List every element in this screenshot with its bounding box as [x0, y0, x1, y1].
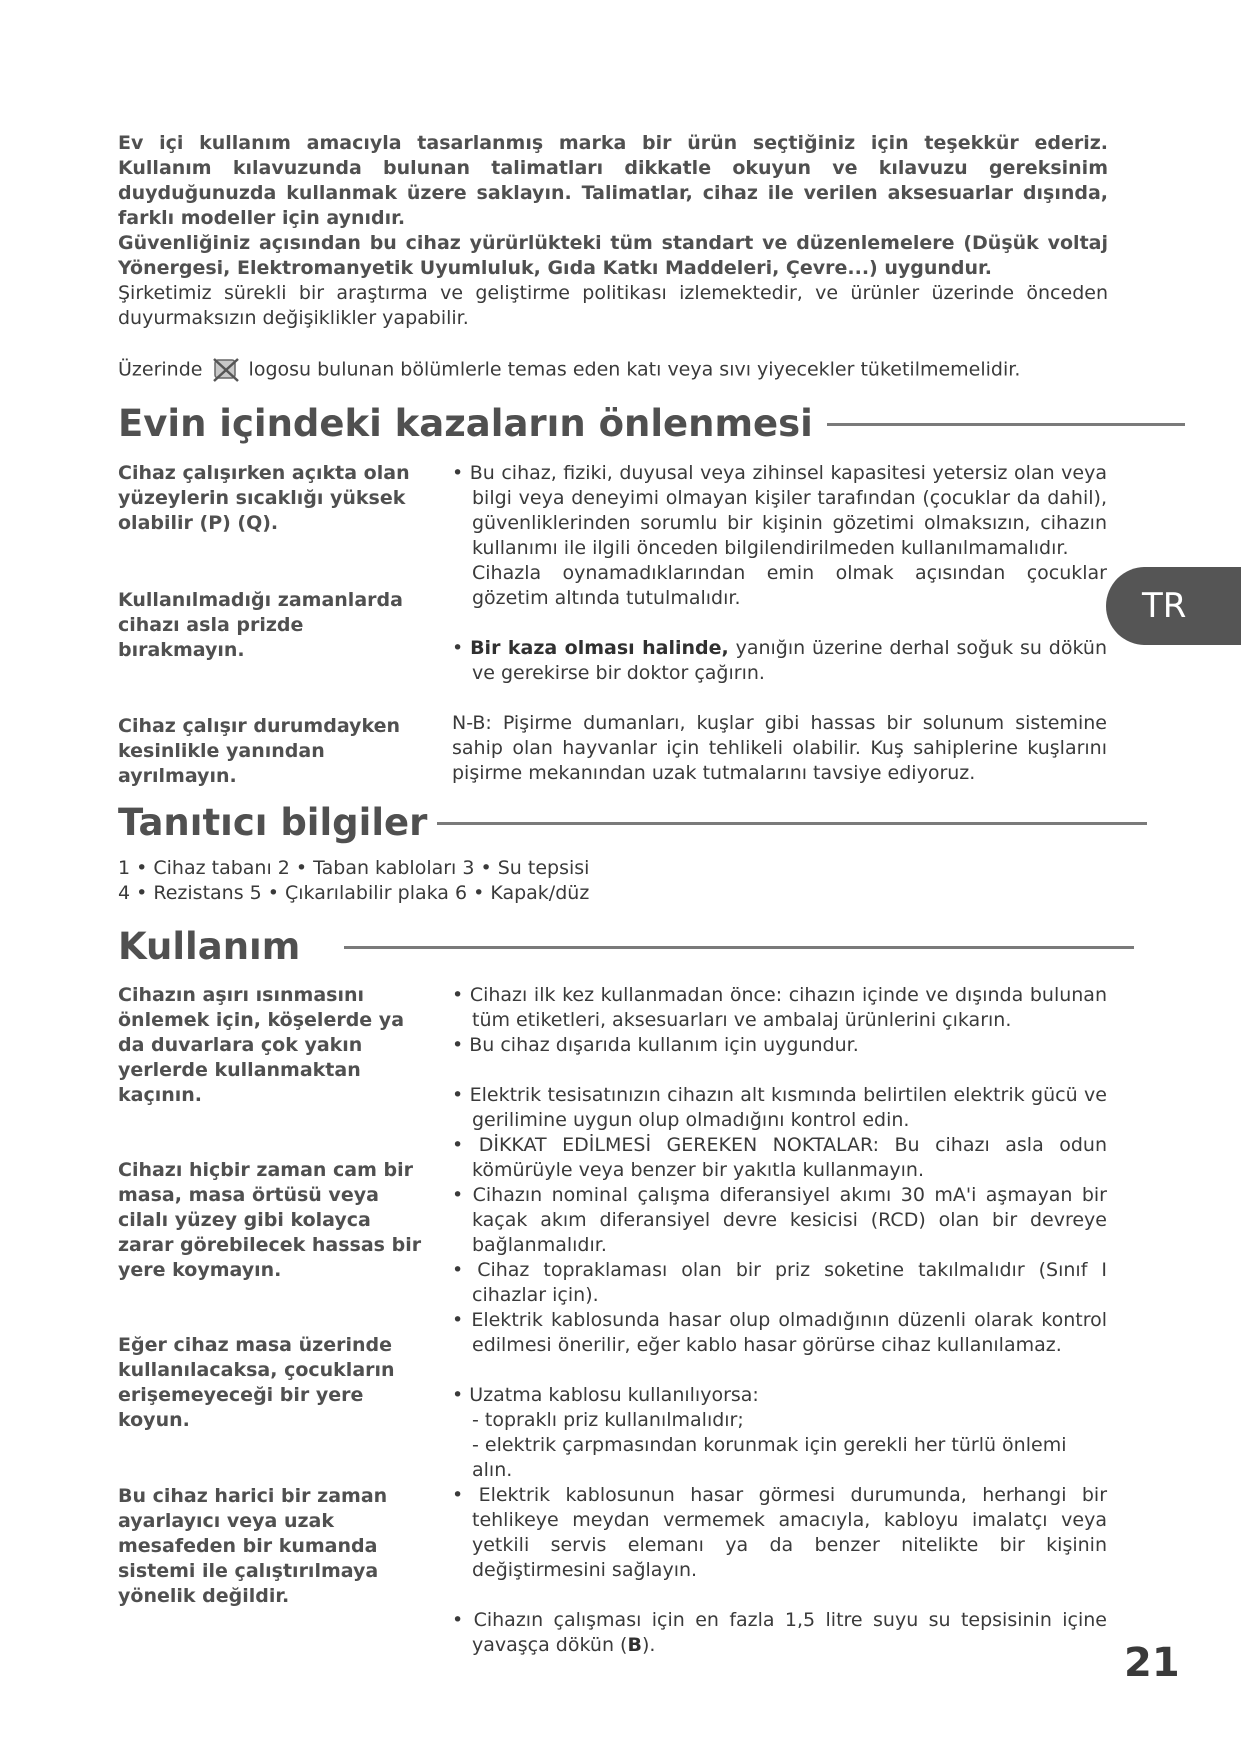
- intro-paragraph: Ev içi kullanım amacıyla tasarlanmış marka bir ürün seçtiğiniz için teşekkür ederiz. Kullanım kılavuzunda bulunan talimatları dikkatle okuyun ve kılavuzu gereksinim duyduğunuzda kullanmak üzere saklayın. Talimatlar, cihaz ile verilen aksesuarlar dışında, farklı modeller için aynıdır.: [118, 132, 1108, 229]
- warning-note: Kullanılmadığı zamanlarda cihazı asla prizde bırakmayın.: [118, 589, 403, 661]
- bullet-text: • Cihazın çalışması için en fazla 1,5 litre suyu su tepsisinin içine yavaşça dökün (: [452, 1609, 1107, 1656]
- heading-rule: [437, 822, 1147, 825]
- intro-block: [118, 131, 1108, 331]
- parts-line: 1 • Cihaz tabanı 2 • Taban kabloları 3 • Su tepsisi: [118, 857, 590, 879]
- bullet-text: ).: [641, 1634, 656, 1656]
- section-title: Kullanım: [118, 925, 301, 968]
- language-tab: TR: [1106, 567, 1241, 645]
- heading-rule: [827, 423, 1185, 426]
- bullet-continuation: Cihazla oynamadıklarından emin olmak açısından çocuklar gözetim altında tutulmalıdır.: [472, 562, 1107, 609]
- bullet-item: [452, 636, 1107, 686]
- heading-rule: [344, 946, 1134, 949]
- warning-note: Cihaz çalışır durumdayken kesinlikle yanından ayrılmayın.: [118, 715, 400, 787]
- bullet-item: • Cihaz topraklaması olan bir priz soketine takılmalıdır (Sınıf I cihazlar için).: [452, 1259, 1107, 1306]
- bullet-item: [452, 1608, 1107, 1658]
- note-text: logosu bulunan bölümlerle temas eden katı veya sıvı yiyecekler tüketilmemelidir.: [248, 358, 1021, 381]
- bullet-item: • Bu cihaz dışarıda kullanım için uygundur.: [452, 1034, 859, 1056]
- page-number: 21: [1124, 1640, 1180, 1686]
- bullet-item: • Elektrik kablosunda hasar olup olmadığının düzenli olarak kontrol edilmesi önerilir, eğer kablo hasar görürse cihaz kullanılamaz.: [452, 1309, 1107, 1356]
- sub-item: - elektrik çarpmasından korunmak için gerekli her türlü önlemi alın.: [472, 1434, 1067, 1481]
- figure-ref: B: [627, 1634, 642, 1656]
- intro-paragraph: Güvenliğiniz açısından bu cihaz yürürlükteki tüm standart ve düzenlemelere (Düşük voltaj Yönergesi, Elektromanyetik Uyumluluk, Gıda Katkı Maddeleri, Çevre...) uygundur.: [118, 232, 1108, 279]
- section-title: Evin içindeki kazaların önlenmesi: [118, 402, 813, 445]
- section-heading: [118, 801, 1147, 845]
- nb-note: N-B: Pişirme dumanları, kuşlar gibi hassas bir solunum sistemine sahip olan hayvanlar için tehlikeli olabilir. Kuş sahiplerine kuşlarını pişirme mekanından uzak tutmalarını tavsiye ediyoruz.: [452, 712, 1107, 784]
- bullet-item: • Elektrik kablosunun hasar görmesi durumunda, herhangi bir tehlikeye meydan vermemek amacıyla, kabloyu imalatçı veya yetkili servis elemanı ya da benzer nitelikte bir kişinin değiştirmesini sağlayın.: [452, 1484, 1107, 1581]
- food-contact-note: [118, 357, 1020, 383]
- sub-item: - topraklı priz kullanılmalıdır;: [472, 1409, 744, 1431]
- no-food-contact-icon: [211, 357, 241, 383]
- bullet-item: • DİKKAT EDİLMESİ GEREKEN NOKTALAR: Bu cihazı asla odun kömürüyle veya benzer bir yakıtla kullanmayın.: [452, 1134, 1107, 1181]
- warning-note: Cihazın aşırı ısınmasını önlemek için, köşelerde ya da duvarlara çok yakın yerlerde kullanmaktan kaçının.: [118, 984, 405, 1106]
- bullet-item: • Cihazın nominal çalışma diferansiyel akımı 30 mA'i aşmayan bir kaçak akım diferansiyel devre kesicisi (RCD) olan bir devreye bağlanmalıdır.: [452, 1184, 1107, 1256]
- parts-line: 4 • Rezistans 5 • Çıkarılabilir plaka 6 • Kapak/düz: [118, 882, 590, 904]
- parts-list: [118, 856, 589, 906]
- bold-phrase: Bir kaza olması halinde,: [470, 637, 729, 659]
- section3-right-column: [452, 983, 1107, 1658]
- bullet-marker: •: [452, 637, 471, 659]
- warning-note: Cihaz çalışırken açıkta olan yüzeylerin sıcaklığı yüksek olabilir (P) (Q).: [118, 462, 410, 534]
- bullet-item: • Bu cihaz, fiziki, duyusal veya zihinsel kapasitesi yetersiz olan veya bilgi veya deneyimi olmayan kişiler tarafından (çocuklar da dahil), güvenliklerinden sorumlu bir kişinin gözetimi olmaksızın, cihazın kullanımı ile ilgili önceden bilgilendirilmeden kullanılmamalıdır.: [452, 462, 1107, 559]
- section-heading: [118, 402, 1185, 446]
- bullet-item: • Elektrik tesisatınızın cihazın alt kısmında belirtilen elektrik gücü ve gerilimine uygun olup olmadığını kontrol edin.: [452, 1084, 1107, 1131]
- bullet-item: • Cihazı ilk kez kullanmadan önce: cihazın içinde ve dışında bulunan tüm etiketleri, aksesuarları ve ambalaj ürünlerini çıkarın.: [452, 984, 1107, 1031]
- note-text: Üzerinde: [118, 358, 203, 381]
- warning-note: Cihazı hiçbir zaman cam bir masa, masa örtüsü veya cilalı yüzey gibi kolayca zarar görebilecek hassas bir yere koymayın.: [118, 1159, 422, 1281]
- section-heading: [118, 925, 1134, 969]
- bullet-text: yanığın üzerine derhal soğuk su dökün ve gerekirse bir doktor çağırın.: [472, 637, 1107, 684]
- intro-paragraph: Şirketimiz sürekli bir araştırma ve geliştirme politikası izlemektedir, ve ürünler üzerinde önceden duyurmaksızın değişiklikler yapabilir.: [118, 282, 1108, 329]
- bullet-item: • Uzatma kablosu kullanılıyorsa:: [452, 1384, 759, 1406]
- section1-right-column: [452, 461, 1107, 786]
- section-title: Tanıtıcı bilgiler: [118, 801, 428, 844]
- warning-note: Eğer cihaz masa üzerinde kullanılacaksa, çocukların erişemeyeceği bir yere koyun.: [118, 1334, 395, 1431]
- warning-note: Bu cihaz harici bir zaman ayarlayıcı veya uzak mesafeden bir kumanda sistemi ile çalıştırılmaya yönelik değildir.: [118, 1485, 388, 1607]
